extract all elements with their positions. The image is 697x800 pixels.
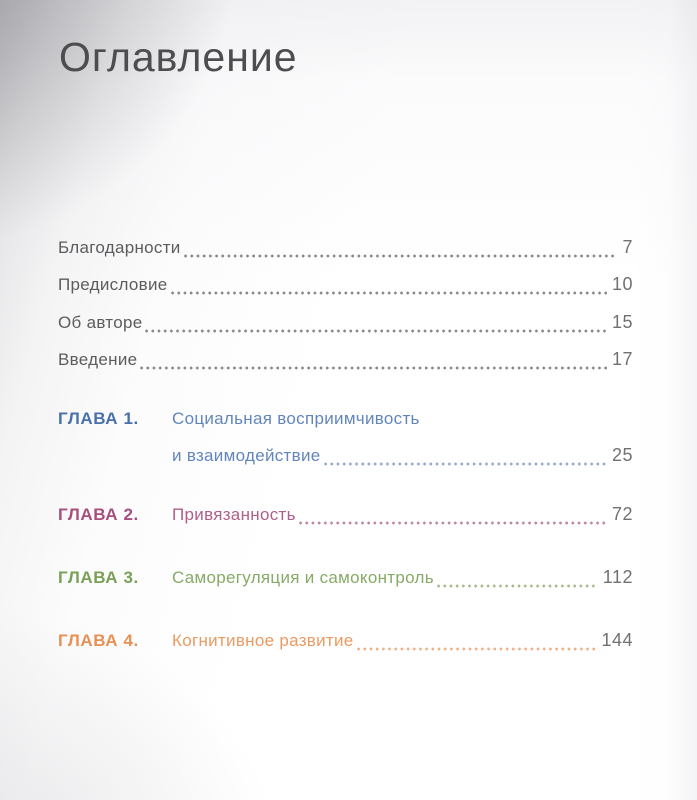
chapter-title: Саморегуляция и самоконтроль (172, 568, 434, 587)
chapter-label: ГЛАВА 2. (58, 505, 139, 524)
chapter-title: Когнитивное развитие (172, 631, 354, 650)
page-title: Оглавление (59, 34, 298, 80)
chapter-title-line2-row (172, 437, 633, 474)
chapter-entry (58, 496, 633, 533)
chapter-label: ГЛАВА 3. (58, 568, 139, 587)
toc-page-number: 7 (622, 237, 633, 257)
leader-dots (324, 462, 607, 466)
chapter-title: Привязанность (172, 505, 296, 524)
toc-entry-label: Об авторе (58, 312, 143, 332)
chapter-label: ГЛАВА 4. (58, 631, 139, 650)
leader-dots (357, 647, 597, 651)
chapter-entry (58, 622, 633, 659)
leader-dots (145, 329, 607, 333)
toc-entry (58, 341, 633, 378)
toc-page-number: 17 (611, 349, 633, 370)
toc-entry (58, 266, 633, 303)
front-matter-list (58, 229, 633, 379)
chapter-body (172, 559, 633, 596)
toc-page-number: 10 (611, 274, 633, 295)
leader-dots (140, 366, 607, 370)
chapter-body (172, 400, 633, 475)
toc-page-number: 144 (601, 630, 633, 650)
chapter-entry (58, 400, 633, 475)
chapter-title-line2: и взаимодействие (172, 446, 321, 466)
toc-entry (58, 229, 633, 266)
toc-page-number: 25 (611, 445, 633, 466)
toc-page-number: 72 (611, 504, 633, 524)
chapter-title-line1: Социальная восприимчивость (172, 409, 420, 428)
toc-entry (58, 304, 633, 341)
leader-dots (171, 291, 607, 295)
chapter-entry (58, 559, 633, 596)
chapter-body (172, 622, 633, 659)
toc-entry-label: Введение (58, 350, 138, 370)
chapter-body (172, 496, 633, 533)
chapter-title-row (172, 559, 633, 596)
chapter-label: ГЛАВА 1. (58, 409, 139, 428)
chapter-title-row (172, 622, 633, 659)
leader-dots (184, 254, 618, 258)
leader-dots (299, 521, 607, 525)
toc-page-number: 15 (611, 311, 633, 332)
chapter-title-row (172, 496, 633, 533)
toc-entry-label: Предисловие (58, 275, 168, 295)
leader-dots (437, 584, 598, 588)
toc-entry-label: Благодарности (58, 238, 181, 257)
toc-page-number: 112 (602, 567, 633, 587)
